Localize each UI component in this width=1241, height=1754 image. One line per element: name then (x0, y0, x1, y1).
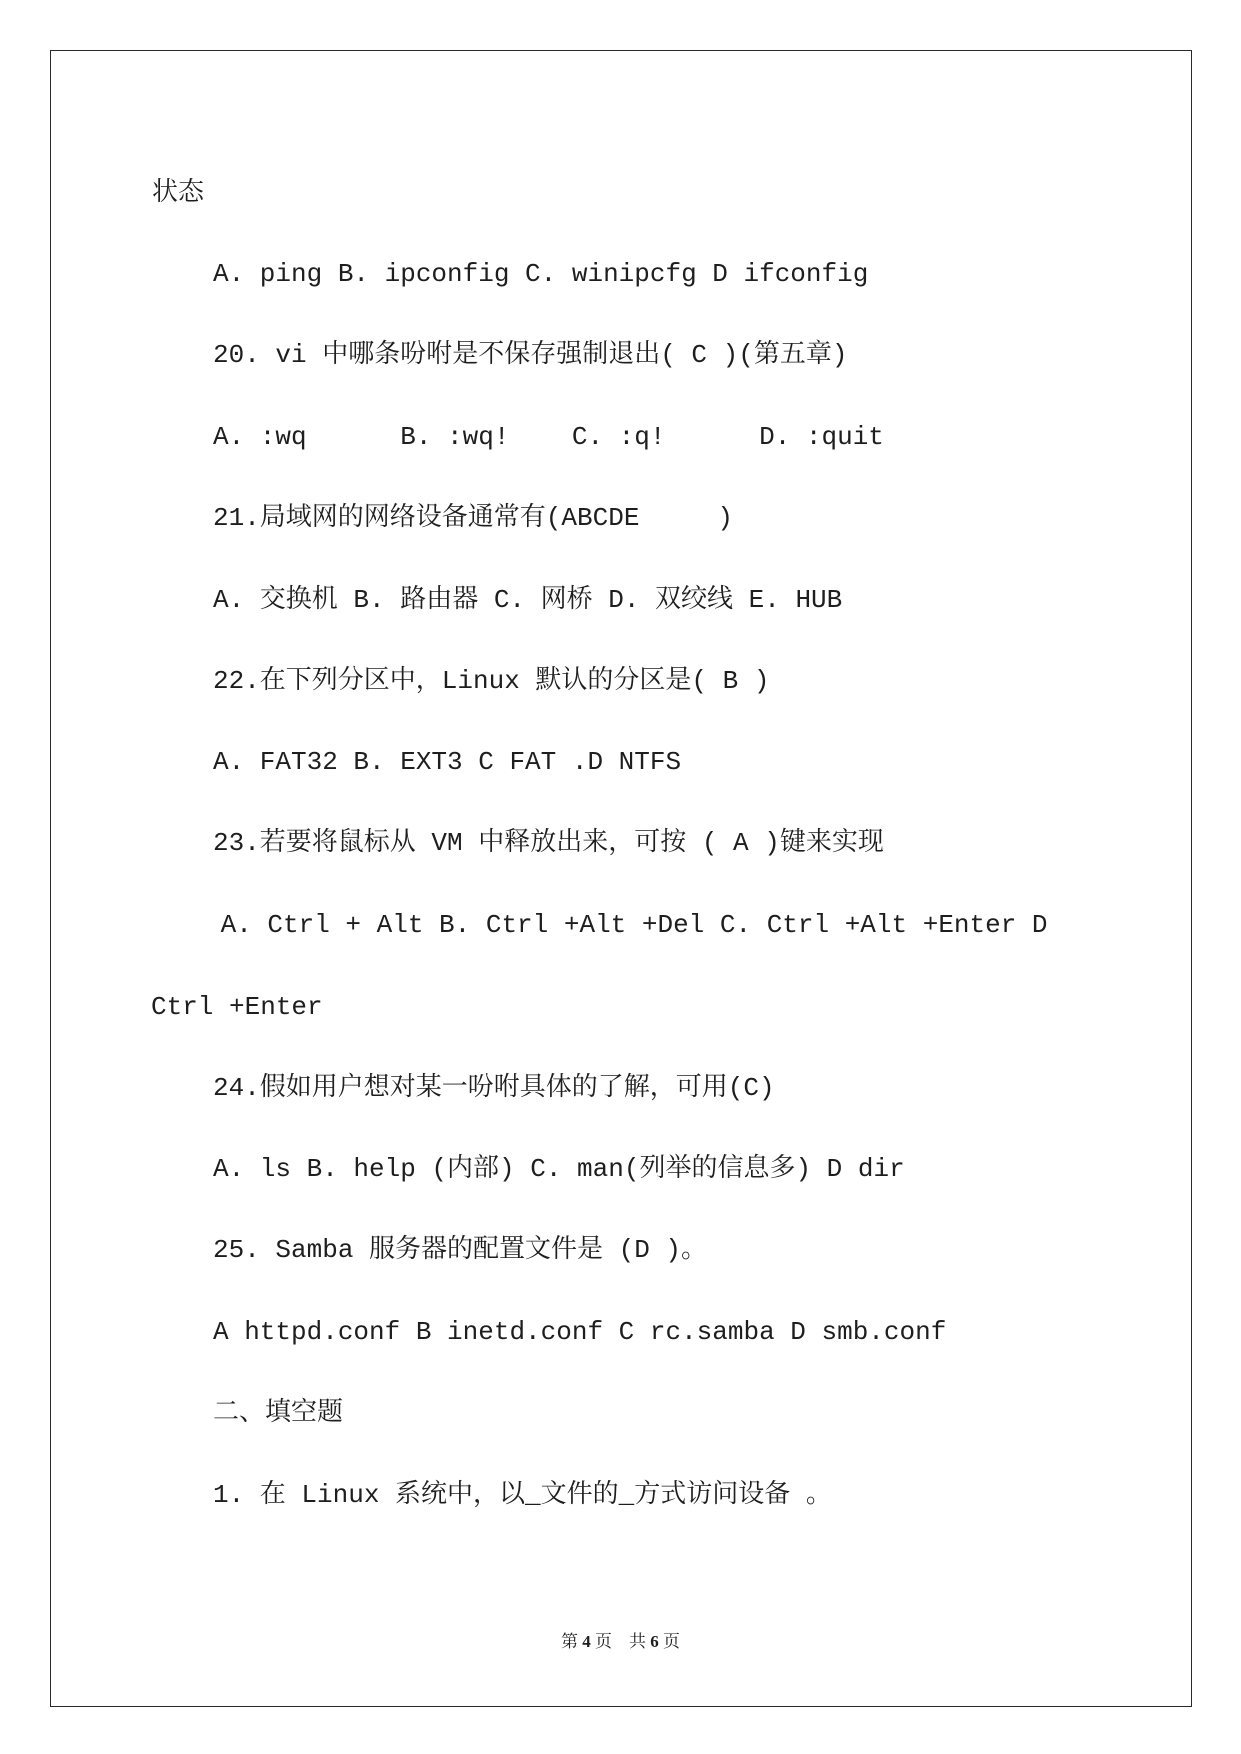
question-25: 25. Samba 服务器的配置文件是 (D )。 (213, 1235, 708, 1265)
fill-in-question-1: 1. 在 Linux 系统中，以_文件的_方式访问设备 。 (213, 1480, 832, 1510)
footer-page-total: 6 (650, 1632, 659, 1651)
question-23: 23.若要将鼠标从 VM 中释放出来，可按 ( A )键来实现 (213, 828, 884, 858)
footer-total-suffix: 页 (663, 1632, 680, 1651)
question-19-options: A. ping B. ipconfig C. winipcfg D ifconfig (213, 259, 869, 289)
section-heading-fill-in: 二、填空题 (213, 1398, 344, 1428)
question-22: 22.在下列分区中，Linux 默认的分区是( B ) (213, 666, 770, 696)
footer-page-prefix: 第 (561, 1632, 578, 1651)
question-21: 21.局域网的网络设备通常有(ABCDE ) (213, 503, 734, 533)
footer-page-suffix: 页 (595, 1632, 612, 1651)
question-24: 24.假如用户想对某一吩咐具体的了解，可用(C) (213, 1073, 775, 1103)
footer-total-prefix: 共 (629, 1632, 646, 1651)
page-border (50, 50, 1192, 1707)
question-23-options: A. Ctrl + Alt B. Ctrl +Alt +Del C. Ctrl +Alt +Enter D (205, 910, 1048, 940)
question-22-options: A. FAT32 B. EXT3 C FAT .D NTFS (213, 747, 682, 777)
question-20-options: A. :wq B. :wq! C. :q! D. :quit (213, 422, 884, 452)
question-25-options: A httpd.conf B inetd.conf C rc.samba D smb.conf (213, 1317, 947, 1347)
question-19-continuation: 状态 (152, 178, 205, 208)
page-footer (0, 1630, 1241, 1654)
question-21-options: A. 交换机 B. 路由器 C. 网桥 D. 双绞线 E. HUB (213, 585, 843, 615)
footer-page-current: 4 (582, 1632, 591, 1651)
question-20: 20. vi 中哪条吩咐是不保存强制退出( C )(第五章) (213, 340, 848, 370)
question-24-options: A. ls B. help (内部) C. man(列举的信息多) D dir (213, 1154, 905, 1184)
question-23-options-continuation: Ctrl +Enter (151, 992, 323, 1022)
